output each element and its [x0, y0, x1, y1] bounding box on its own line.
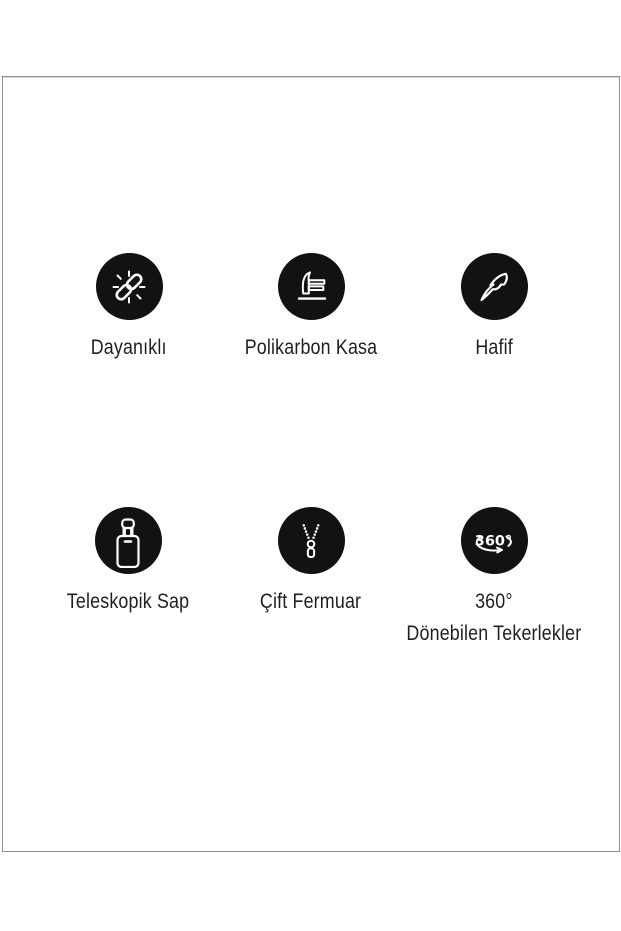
feature-360-wheels — [389, 507, 599, 650]
feature-double-zipper — [206, 507, 416, 618]
feature-badge — [278, 507, 345, 574]
feature-polycarbonate-case — [206, 253, 416, 364]
feature-label: Çift Fermuar — [260, 590, 362, 613]
feature-badge — [461, 253, 528, 320]
hammer-icon — [291, 267, 331, 307]
feature-label: Hafif — [475, 336, 513, 359]
feature-label: Dayanıklı — [91, 336, 167, 359]
content-frame-border — [2, 76, 620, 852]
360-rotation-icon — [472, 521, 516, 561]
feature-label-line1: 360° — [475, 590, 513, 613]
suitcase-telescopic-handle-icon — [108, 514, 148, 568]
feature-durable — [24, 253, 234, 364]
feature-badge — [461, 507, 528, 574]
feather-icon — [474, 267, 514, 307]
feature-label — [407, 586, 582, 650]
feature-telescopic-handle — [23, 507, 233, 618]
feature-badge — [278, 253, 345, 320]
zipper-icon — [291, 521, 331, 561]
feature-label: Polikarbon Kasa — [244, 336, 378, 359]
feature-badge — [95, 507, 162, 574]
feature-label: Teleskopik Sap — [66, 590, 190, 613]
feature-label-line2: Dönebilen Tekerlekler — [406, 622, 582, 645]
360-degree-text: 360° — [474, 533, 513, 549]
feature-lightweight — [389, 253, 599, 364]
chain-link-spark-icon — [109, 267, 149, 307]
feature-badge — [96, 253, 163, 320]
